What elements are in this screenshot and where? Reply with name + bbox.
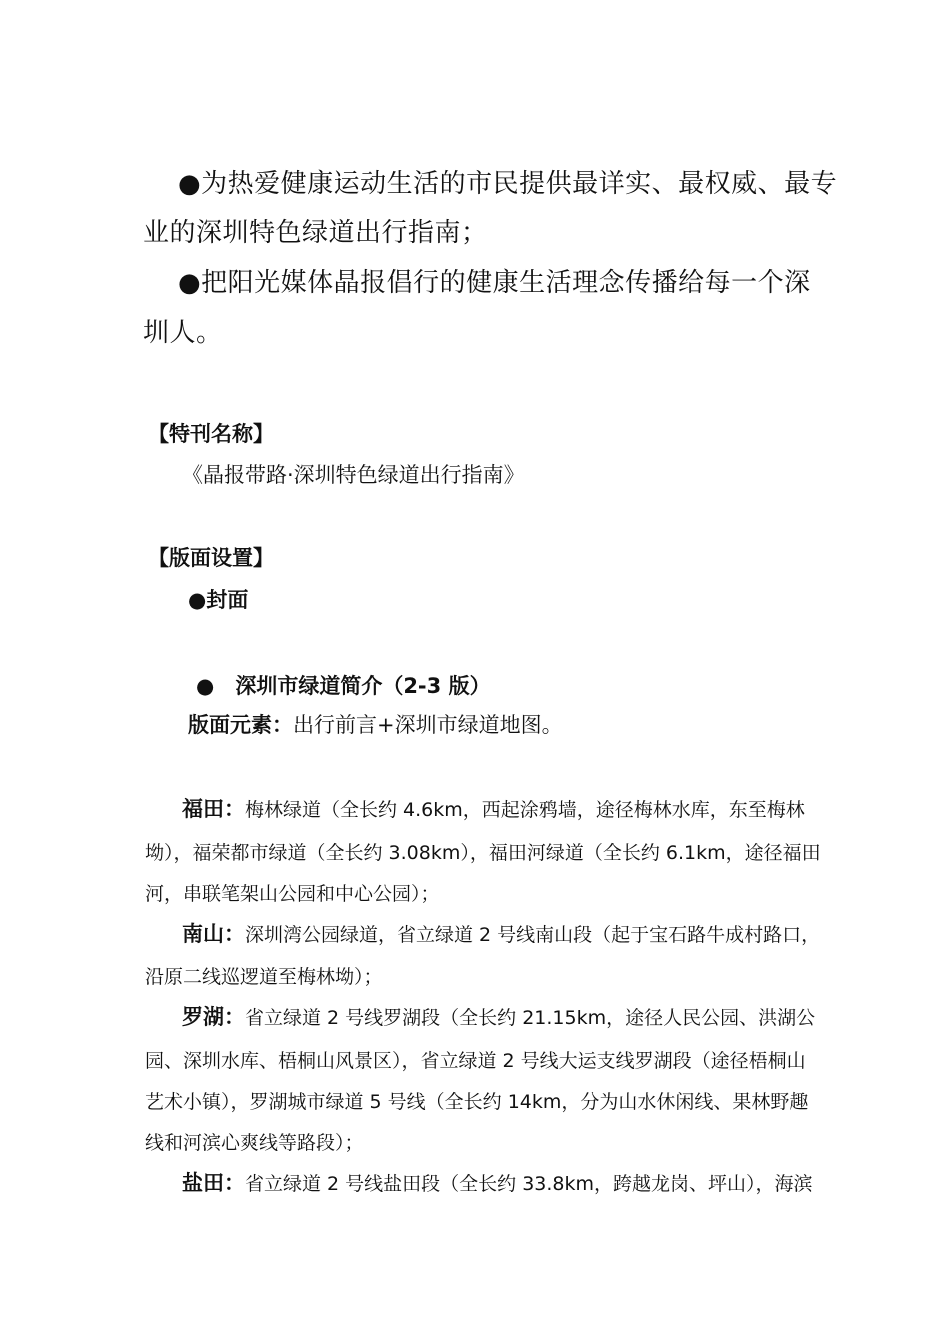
special-name-title: 《晶报带路·深圳特色绿道出行指南》	[182, 463, 525, 487]
yantian-line-1	[182, 1167, 813, 1197]
district-text: 深圳湾公园绿道，省立绿道 2 号线南山段（起于宝石路牛成村路口，	[245, 924, 821, 946]
district-text: 梅林绿道（全长约 4.6km，西起涂鸦墙，途径梅林水库，东至梅林	[245, 799, 805, 821]
district-text: 省立绿道 2 号线罗湖段（全长约 21.15km，途径人民公园、洪湖公	[245, 1007, 816, 1029]
district-text: 省立绿道 2 号线盐田段（全长约 33.8km，跨越龙岗、坪山），海滨	[245, 1173, 813, 1195]
nanshan-line-2: 沿原二线巡逻道至梅林坳）；	[145, 966, 383, 988]
cover-item: ●封面	[188, 588, 249, 612]
district-label-futian: 福田：	[182, 797, 245, 821]
intro-bullet-2-line-2: 圳人。	[143, 318, 223, 348]
intro-bullet-1-line-1: ●为热爱健康运动生活的市民提供最详实、最权威、最专	[178, 169, 838, 199]
layout-elements-line	[188, 709, 563, 739]
layout-settings-heading: 【版面设置】	[148, 546, 274, 570]
intro-bullet-2-line-1: ●把阳光媒体晶报倡行的健康生活理念传播给每一个深	[178, 268, 811, 298]
luohu-line-2: 园、深圳水库、梧桐山风景区），省立绿道 2 号线大运支线罗湖段（途径梧桐山	[145, 1050, 806, 1072]
futian-line-3: 河，串联笔架山公园和中心公园）；	[145, 883, 440, 905]
intro-bullet-1-line-2: 业的深圳特色绿道出行指南；	[143, 218, 488, 248]
nanshan-line-1	[182, 918, 820, 948]
futian-line-1	[182, 793, 805, 823]
greenway-intro-section-title: ● 深圳市绿道简介（2-3 版）	[196, 674, 491, 698]
district-label-yantian: 盐田：	[182, 1171, 245, 1195]
layout-elements-text: 出行前言+深圳市绿道地图。	[293, 713, 563, 737]
special-name-heading: 【特刊名称】	[148, 422, 274, 446]
futian-line-2: 坳），福荣都市绿道（全长约 3.08km），福田河绿道（全长约 6.1km，途径福田	[145, 842, 821, 864]
district-label-luohu: 罗湖：	[182, 1005, 245, 1029]
luohu-line-4: 线和河滨心爽线等路段）；	[145, 1132, 364, 1154]
district-label-nanshan: 南山：	[182, 922, 245, 946]
layout-elements-label: 版面元素：	[188, 713, 293, 737]
luohu-line-3: 艺术小镇），罗湖城市绿道 5 号线（全长约 14km，分为山水休闲线、果林野趣	[145, 1091, 809, 1113]
luohu-line-1	[182, 1001, 815, 1031]
